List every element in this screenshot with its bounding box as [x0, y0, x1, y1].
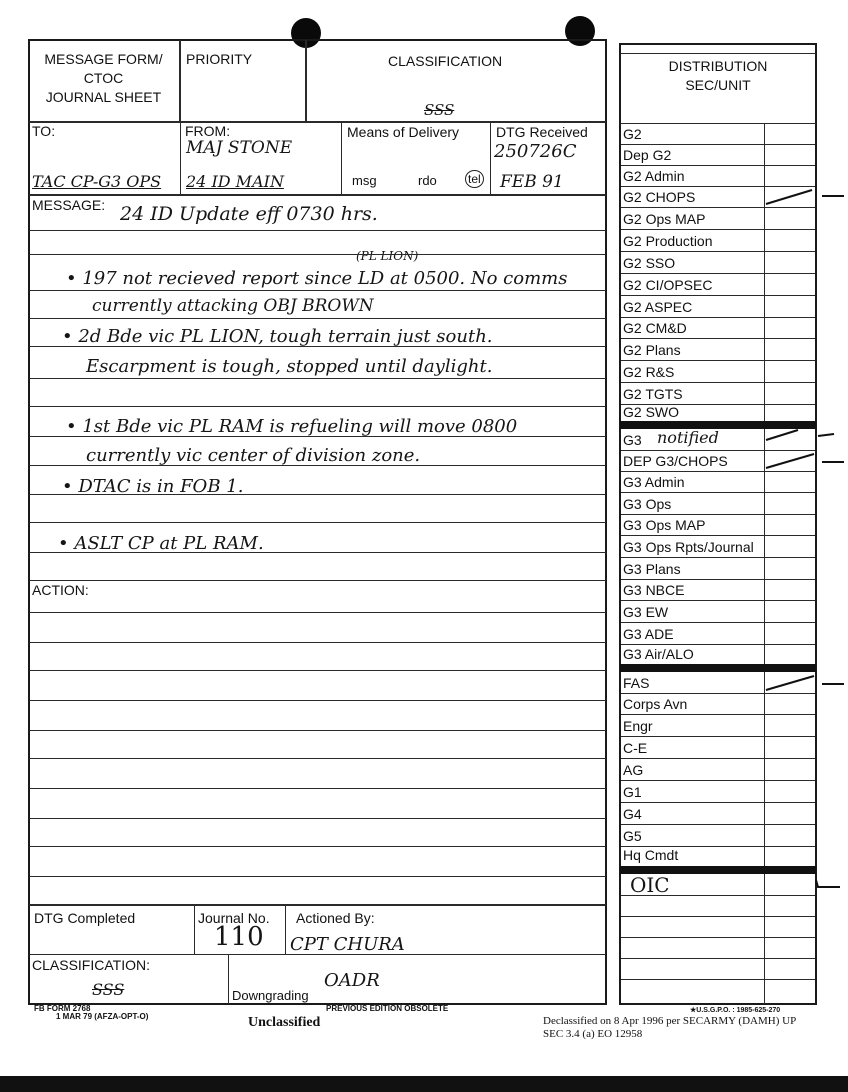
message-line: currently attacking OBJ BROWN — [92, 296, 374, 316]
dist-row-blank — [621, 917, 815, 938]
dist-row-g2-swo: G2 SWO — [623, 404, 680, 420]
declassified-note: Declassified on 8 Apr 1996 per SECARMY (DAMH) UP SEC 3.4 (a) EO 12958 — [543, 1015, 797, 1040]
dist-row-g3-plans: G3 Plans — [621, 559, 815, 580]
dist-row-ce: C-E — [621, 738, 815, 759]
dist-row-g2-rs: G2 R&S — [621, 362, 815, 383]
message-subject: 24 ID Update eff 0730 hrs. — [120, 203, 378, 225]
gpo-mark: ★U.S.G.P.O. : 1985-625-270 — [690, 1007, 781, 1014]
dist-row-fas: FAS — [621, 673, 815, 694]
means-option-msg: msg — [352, 173, 377, 188]
dist-row-g2-aspec: G2 ASPEC — [621, 297, 815, 318]
classification-footer-value: SSS — [92, 980, 125, 999]
means-option-tel: tel — [465, 170, 484, 188]
dist-row-g3-ops-map: G3 Ops MAP — [621, 515, 815, 536]
dist-row-hq-cmdt: Hq Cmdt — [623, 847, 679, 863]
dist-row-g3-ade: G3 ADE — [621, 624, 815, 645]
message-line: • 1st Bde vic PL RAM is refueling will move 0800 — [66, 416, 518, 437]
classification-mark: SSS — [424, 101, 455, 119]
message-insert: (PL LION) — [356, 249, 419, 263]
classification-footer-label: CLASSIFICATION: — [32, 957, 150, 973]
dist-row-g3: G3 — [621, 430, 815, 451]
check-mark-dep-g3-chops — [764, 448, 848, 472]
dist-row-engr: Engr — [621, 716, 815, 737]
from-unit: 24 ID MAIN — [186, 172, 284, 191]
oic-note: OIC — [630, 873, 670, 897]
action-label: ACTION: — [32, 582, 89, 598]
dist-row-blank — [621, 980, 815, 1001]
dist-row-blank — [621, 959, 815, 980]
scan-edge — [0, 1076, 848, 1092]
to-value: TAC CP-G3 OPS — [32, 172, 162, 191]
from-label: FROM: — [185, 123, 231, 139]
dist-row-corps-avn: Corps Avn — [621, 694, 815, 715]
dist-row-g3-admin: G3 Admin — [621, 472, 815, 493]
form-number: FB FORM 2768 — [34, 1004, 91, 1013]
message-line: Escarpment is tough, stopped until daylight. — [86, 356, 493, 377]
dist-row-g3-ops: G3 Ops — [621, 494, 815, 515]
dist-row-blank — [621, 896, 815, 917]
dist-row-g2-tgts: G2 TGTS — [621, 384, 815, 405]
dist-row-g1: G1 — [621, 782, 815, 803]
dist-row-g2-production: G2 Production — [621, 231, 815, 252]
check-mark-g3 — [764, 426, 848, 446]
priority-label: PRIORITY — [186, 51, 253, 67]
dist-row-g2-admin: G2 Admin — [621, 166, 815, 187]
message-line: • DTAC is in FOB 1. — [62, 476, 244, 497]
dist-row-g5: G5 — [621, 826, 815, 847]
message-line: • 2d Bde vic PL LION, tough terrain just south. — [62, 326, 493, 347]
message-line: • 197 not recieved report since LD at 0500. No comms — [66, 268, 568, 289]
means-of-delivery-label: Means of Delivery — [347, 124, 460, 140]
check-mark-oic — [814, 878, 844, 892]
dist-row-g2-chops: G2 CHOPS — [621, 187, 815, 208]
dist-row-g3-ops-rpts-journal: G3 Ops Rpts/Journal — [621, 537, 815, 558]
dist-row-ag: AG — [621, 760, 815, 781]
g3-notified-note: notified — [657, 428, 719, 447]
check-mark-fas — [764, 670, 848, 694]
journal-no-label: Journal No. — [198, 910, 270, 926]
actioned-by-label: Actioned By: — [296, 910, 375, 926]
dist-row-g2-ops-map: G2 Ops MAP — [621, 209, 815, 230]
classification-label: CLASSIFICATION — [388, 53, 503, 69]
dist-row-g3-nbce: G3 NBCE — [621, 580, 815, 601]
actioned-by-value: CPT CHURA — [290, 934, 405, 955]
dtg-received-date: FEB 91 — [500, 172, 564, 192]
unclassified-stamp: Unclassified — [248, 1015, 321, 1030]
from-name: MAJ STONE — [186, 138, 293, 158]
dist-row-g2-plans: G2 Plans — [621, 340, 815, 361]
previous-edition-note: PREVIOUS EDITION OBSOLETE — [326, 1004, 449, 1013]
form-title: MESSAGE FORM/ CTOC JOURNAL SHEET — [44, 51, 163, 105]
dist-row-g2-sso: G2 SSO — [621, 253, 815, 274]
downgrading-value: OADR — [324, 970, 380, 991]
dist-row-g4: G4 — [621, 804, 815, 825]
journal-no-value: 110 — [214, 922, 264, 952]
to-label: TO: — [32, 123, 56, 139]
message-line: currently vic center of division zone. — [86, 445, 421, 466]
dist-row-g3-ew: G3 EW — [621, 602, 815, 623]
message-line: • ASLT CP at PL RAM. — [58, 533, 264, 554]
downgrading-label: Downgrading — [232, 988, 309, 1003]
dist-row-g2-cmd: G2 CM&D — [621, 318, 815, 339]
dist-row-g2: G2 — [621, 124, 815, 145]
means-option-rdo: rdo — [418, 173, 437, 188]
dist-row-dep-g2: Dep G2 — [621, 145, 815, 166]
dtg-received-label: DTG Received — [496, 124, 588, 140]
dist-row-blank — [621, 938, 815, 959]
check-mark-g2-chops — [764, 184, 848, 208]
dist-row-g2-ci-opsec: G2 CI/OPSEC — [621, 275, 815, 296]
dtg-received-value: 250726C — [494, 141, 577, 162]
dist-row-g3-air-alo: G3 Air/ALO — [623, 646, 694, 662]
message-label: MESSAGE: — [32, 197, 106, 213]
dtg-completed-label: DTG Completed — [34, 910, 136, 926]
dist-row-dep-g3-chops: DEP G3/CHOPS — [621, 451, 815, 472]
form-date: 1 MAR 79 (AFZA-OPT-O) — [56, 1012, 149, 1021]
distribution-header: DISTRIBUTION SEC/UNIT — [668, 58, 768, 93]
